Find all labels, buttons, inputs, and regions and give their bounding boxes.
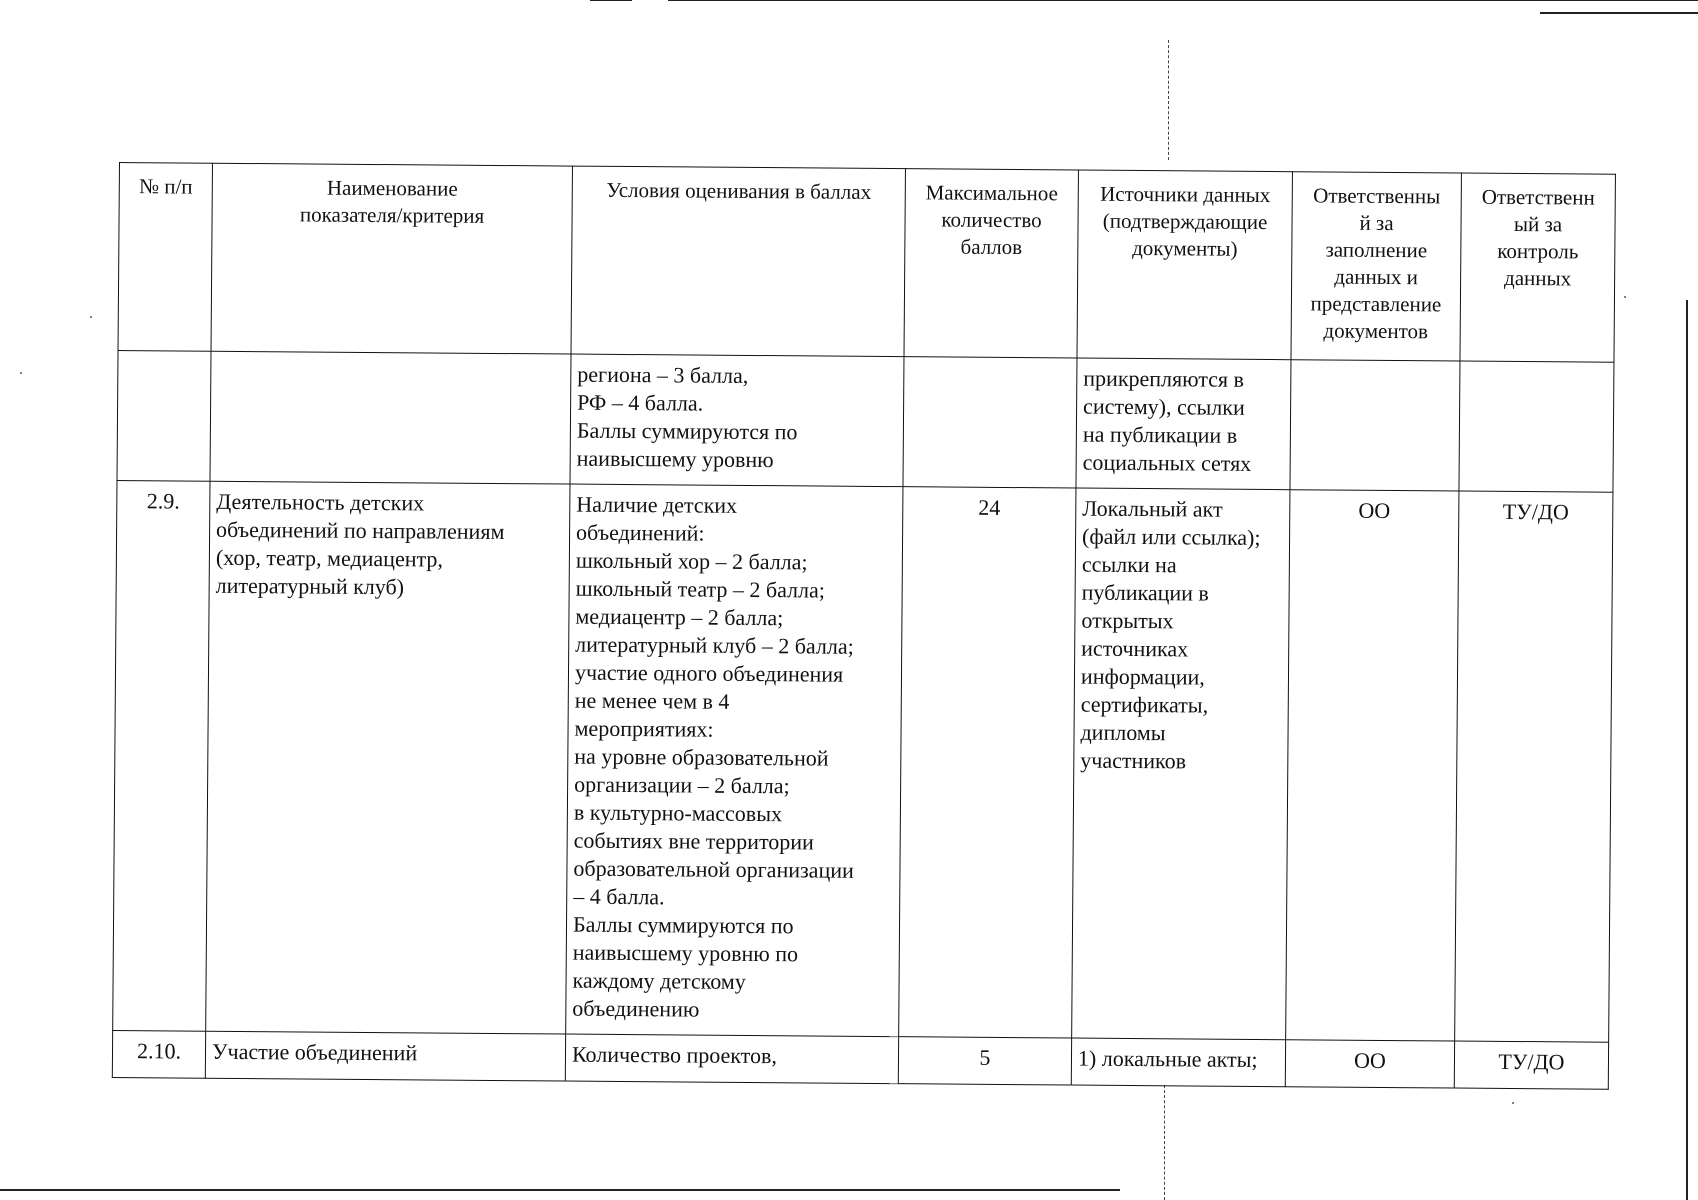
scan-edge-right: [1686, 300, 1688, 1200]
row-conditions: Наличие детских объединений: школьный хор – 2 балла; школьный театр – 2 балла; медиацентр – 2 балла; литературный клуб – 2 балла; участие одного объединения не менее чем в 4 мероприятиях: на уровне образовательной организации – 2 балла; в культурно-массовых событиях вне территории образовательной организации – 4 балла. Баллы суммируются по наивысшему уровню по каждому детскому объединению: [566, 484, 903, 1037]
header-data-sources: Источники данных (подтверждающие документы): [1077, 170, 1292, 360]
scan-speck: [1624, 296, 1626, 298]
row-control: ТУ/ДО: [1455, 491, 1613, 1042]
header-responsible: Ответственны й за заполнение данных и представление документов: [1291, 172, 1461, 361]
row-control: ТУ/ДО: [1454, 1041, 1608, 1089]
row-number: 2.10.: [112, 1030, 205, 1078]
row-conditions: региона – 3 балла, РФ – 4 балла. Баллы суммируются по наивысшему уровню: [570, 354, 904, 487]
scan-edge-top-1: [590, 0, 632, 1]
fold-mark-top: [1168, 40, 1170, 160]
row-number: 2.9.: [113, 480, 210, 1031]
row-data-sources: прикрепляются в систему), ссылки на публикации в социальных сетях: [1076, 358, 1291, 490]
row-conditions: Количество проектов,: [565, 1034, 898, 1084]
header-conditions: Условия оценивания в баллах: [571, 166, 905, 357]
row-responsible: ОО: [1285, 1040, 1454, 1088]
scan-speck: [90, 316, 92, 318]
row-number: [117, 350, 211, 481]
table-row: [117, 350, 1614, 492]
scan-edge-top-2: [668, 0, 1698, 1]
table-row: [113, 480, 1613, 1042]
scan-edge-top-right: [1540, 12, 1698, 14]
row-responsible: [1290, 360, 1460, 491]
row-indicator-name: Участие объединений: [205, 1031, 565, 1081]
table-header-row: [118, 163, 1615, 363]
header-indicator-name: Наименование показателя/критерия: [211, 163, 572, 354]
row-max-points: 24: [899, 487, 1076, 1038]
scan-edge-bottom: [0, 1189, 1120, 1191]
row-responsible: ОО: [1286, 490, 1459, 1041]
criteria-table: [112, 162, 1616, 1090]
row-data-sources: 1) локальные акты;: [1071, 1038, 1285, 1087]
row-control: [1459, 361, 1614, 492]
row-indicator-name: [210, 351, 571, 484]
scan-speck: [1512, 1102, 1514, 1104]
header-number: № п/п: [118, 163, 212, 352]
scan-speck: [20, 372, 22, 374]
fold-mark-bottom: [1164, 1085, 1166, 1200]
row-data-sources: Локальный акт (файл или ссылка); ссылки на публикации в открытых источниках информации, сертификаты, дипломы участников: [1072, 488, 1290, 1040]
row-max-points: 5: [898, 1037, 1071, 1085]
row-indicator-name: Деятельность детских объединений по направлениям (хор, театр, медиацентр, литературный клуб): [206, 481, 570, 1034]
header-max-points: Максимальное количество баллов: [904, 169, 1078, 358]
row-max-points: [903, 357, 1077, 488]
header-control: Ответственн ый за контроль данных: [1460, 173, 1615, 362]
